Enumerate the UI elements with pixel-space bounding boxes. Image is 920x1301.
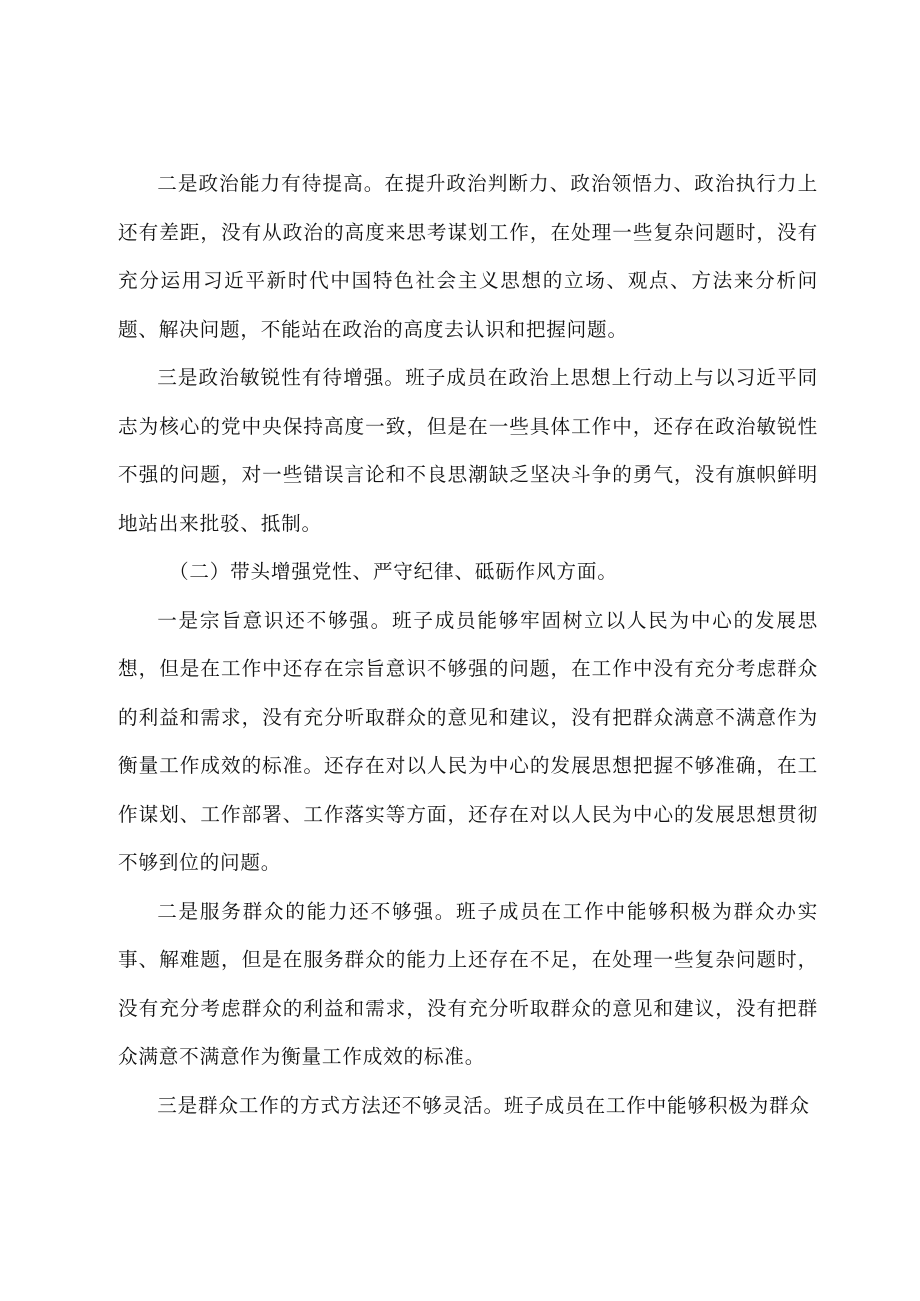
paragraph-work-methods: 三是群众工作的方式方法还不够灵活。班子成员在工作中能够积极为群众 [157,1093,810,1117]
paragraph-political-ability: 二是政治能力有待提高。在提升政治判断力、政治领悟力、政治执行力上还有差距，没有从政治的高度来思考谋划工作，在处理一些复杂问题时，没有充分运用习近平新时代中国特色社会主义思想的立场、观点、方法来分析问题、解决问题，不能站在政治的高度去认识和把握问题。 [118,172,818,341]
paragraph-political-sensitivity: 三是政治敏锐性有待增强。班子成员在政治上思想上行动上与以习近平同志为核心的党中央保持高度一致，但是在一些具体工作中，还存在政治敏锐性不强的问题，对一些错误言论和不良思潮缺乏坚决斗争的勇气，没有旗帜鲜明地站出来批驳、抵制。 [118,366,818,535]
document-body [118,160,818,1130]
paragraph-serving-masses: 二是服务群众的能力还不够强。班子成员在工作中能够积极为群众办实事、解难题，但是在服务群众的能力上还存在不足，在处理一些复杂问题时，没有充分考虑群众的利益和需求，没有充分听取群众的意见和建议，没有把群众满意不满意作为衡量工作成效的标准。 [118,899,818,1068]
section-heading-party-spirit: （二）带头增强党性、严守纪律、砥砺作风方面。 [168,560,618,583]
paragraph-purpose-awareness: 一是宗旨意识还不够强。班子成员能够牢固树立以人民为中心的发展思想，但是在工作中还存在宗旨意识不够强的问题，在工作中没有充分考虑群众的利益和需求，没有充分听取群众的意见和建议，没有把群众满意不满意作为衡量工作成效的标准。还存在对以人民为中心的发展思想把握不够准确，在工作谋划、工作部署、工作落实等方面，还存在对以人民为中心的发展思想贯彻不够到位的问题。 [118,608,818,874]
